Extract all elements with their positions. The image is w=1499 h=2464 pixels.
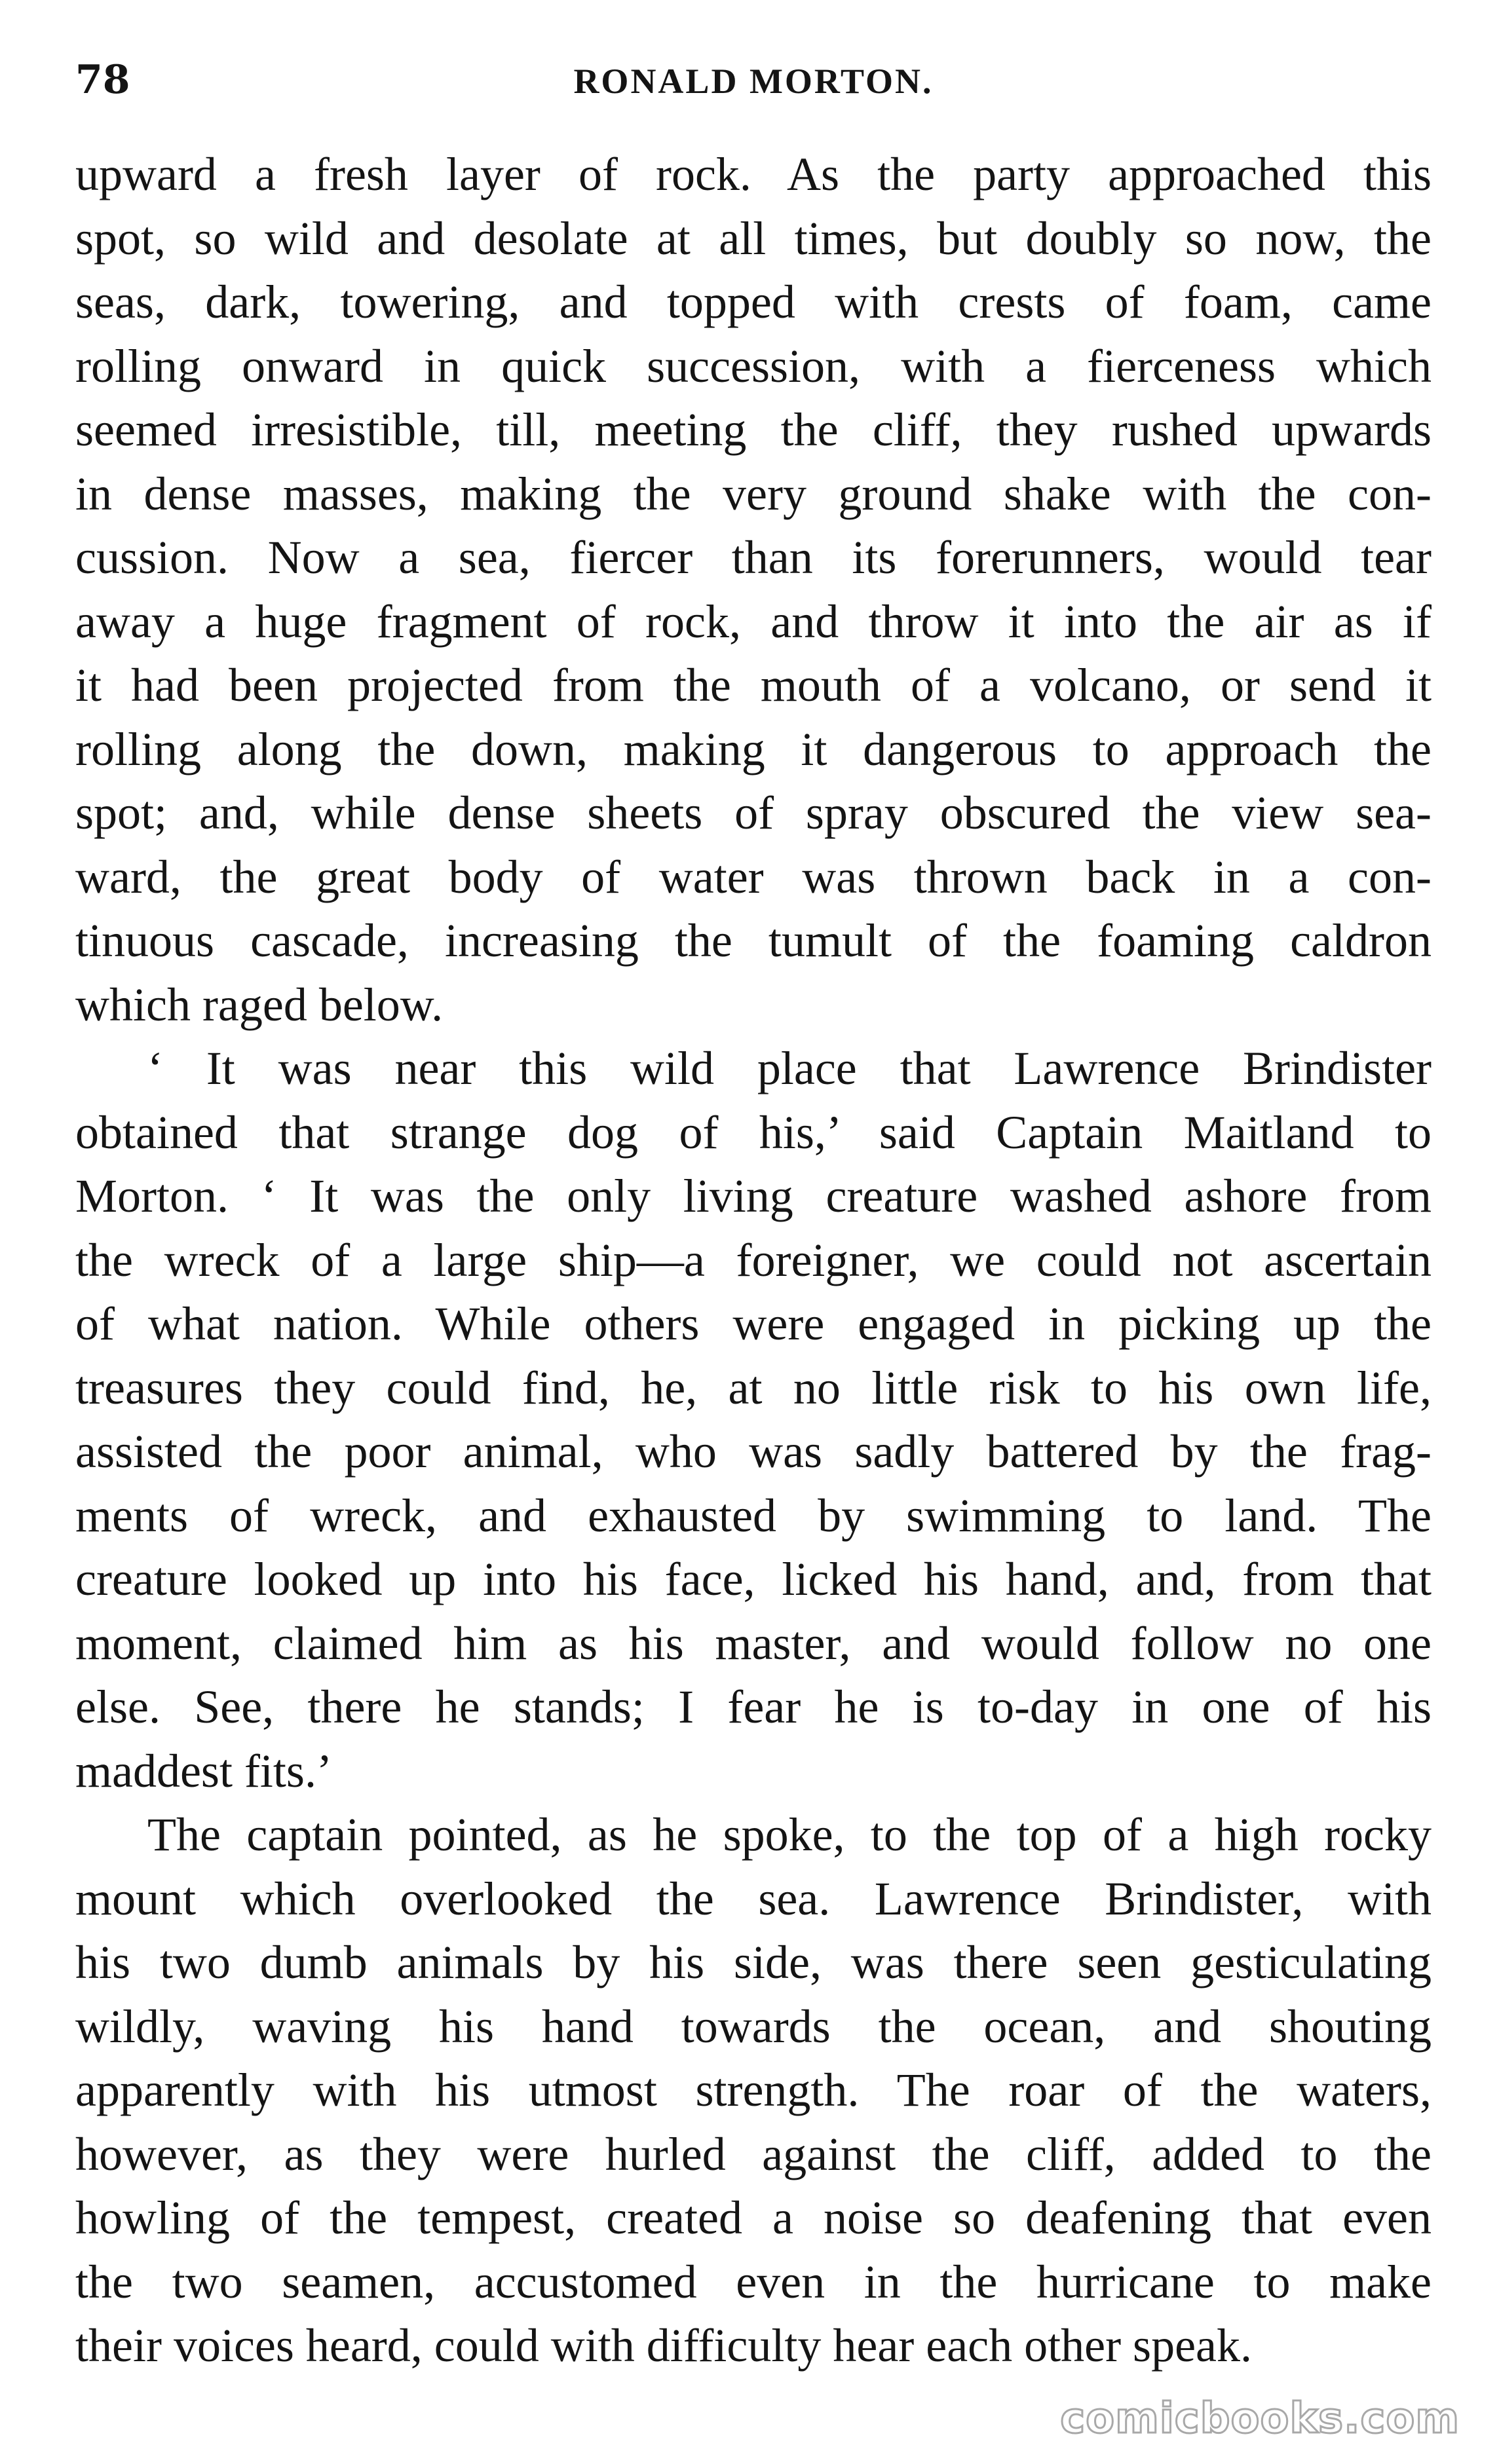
text-line: their voices heard, could with difficulty hear each other speak. — [75, 2319, 1252, 2372]
text-line: apparently with his utmost strength. The roar of the waters, — [75, 2064, 1432, 2116]
text-line: seemed irresistible, till, meeting the cliff, they rushed upwards — [75, 403, 1432, 456]
text-line: away a huge fragment of rock, and throw it into the air as if — [75, 595, 1432, 648]
text-line: maddest fits.’ — [75, 1744, 332, 1797]
text-line: The captain pointed, as he spoke, to the top of a high rocky — [147, 1808, 1432, 1861]
text-line: upward a fresh layer of rock. As the party approached this — [75, 148, 1432, 200]
text-line: which raged below. — [75, 978, 444, 1031]
text-line: Morton. ‘ It was the only living creature washed ashore from — [75, 1170, 1432, 1222]
text-line: seas, dark, towering, and topped with crests of foam, came — [75, 276, 1432, 328]
text-line: ‘ It was near this wild place that Lawrence Brindister — [147, 1042, 1432, 1094]
text-line: else. See, there he stands; I fear he is to-day in one of his — [75, 1681, 1432, 1733]
body-text — [75, 143, 1432, 2378]
text-line: spot; and, while dense sheets of spray obscured the view sea- — [75, 787, 1432, 839]
text-line: rolling along the down, making it dangerous to approach the — [75, 722, 1432, 775]
text-line: tinuous cascade, increasing the tumult of the foaming caldron — [75, 914, 1432, 967]
paragraph — [75, 143, 1432, 1037]
text-line: howling of the tempest, created a noise so deafening that even — [75, 2192, 1432, 2244]
text-line: creature looked up into his face, licked his hand, and, from that — [75, 1553, 1432, 1605]
text-line: his two dumb animals by his side, was there seen gesticulating — [75, 1936, 1432, 1988]
text-line: treasures they could find, he, at no little risk to his own life, — [75, 1361, 1432, 1414]
text-line: of what nation. While others were engaged in picking up the — [75, 1297, 1432, 1350]
text-line: spot, so wild and desolate at all times, but doubly so now, the — [75, 212, 1432, 265]
paragraph — [75, 1037, 1432, 1803]
text-line: the wreck of a large ship—a foreigner, we could not ascertain — [75, 1233, 1432, 1286]
text-line: moment, claimed him as his master, and would follow no one — [75, 1616, 1432, 1670]
text-line: in dense masses, making the very ground shake with the con- — [75, 467, 1432, 520]
text-line: rolling onward in quick succession, with a fierceness which — [75, 339, 1432, 392]
text-line: cussion. Now a sea, fiercer than its forerunners, would tear — [75, 531, 1432, 584]
text-line: it had been projected from the mouth of a volcano, or send it — [75, 659, 1432, 711]
text-line: however, as they were hurled against the cliff, added to the — [75, 2127, 1432, 2180]
text-line: ward, the great body of water was thrown back in a con- — [75, 850, 1432, 903]
text-line: obtained that strange dog of his,’ said Captain Maitland to — [75, 1106, 1432, 1159]
watermark-logo: comicbooks.com — [1060, 2395, 1460, 2443]
text-line: wildly, waving his hand towards the ocean, and shouting — [75, 2000, 1432, 2053]
paragraph — [75, 1803, 1432, 2378]
text-line: mount which overlooked the sea. Lawrence Brindister, with — [75, 1872, 1432, 1925]
page-header — [75, 54, 1432, 106]
text-line: the two seamen, accustomed even in the hurricane to make — [75, 2255, 1432, 2308]
running-head: RONALD MORTON. — [573, 62, 934, 101]
page-number: 78 — [75, 57, 130, 103]
text-line: ments of wreck, and exhausted by swimming to land. The — [75, 1489, 1432, 1542]
text-line: assisted the poor animal, who was sadly battered by the frag- — [75, 1425, 1432, 1478]
